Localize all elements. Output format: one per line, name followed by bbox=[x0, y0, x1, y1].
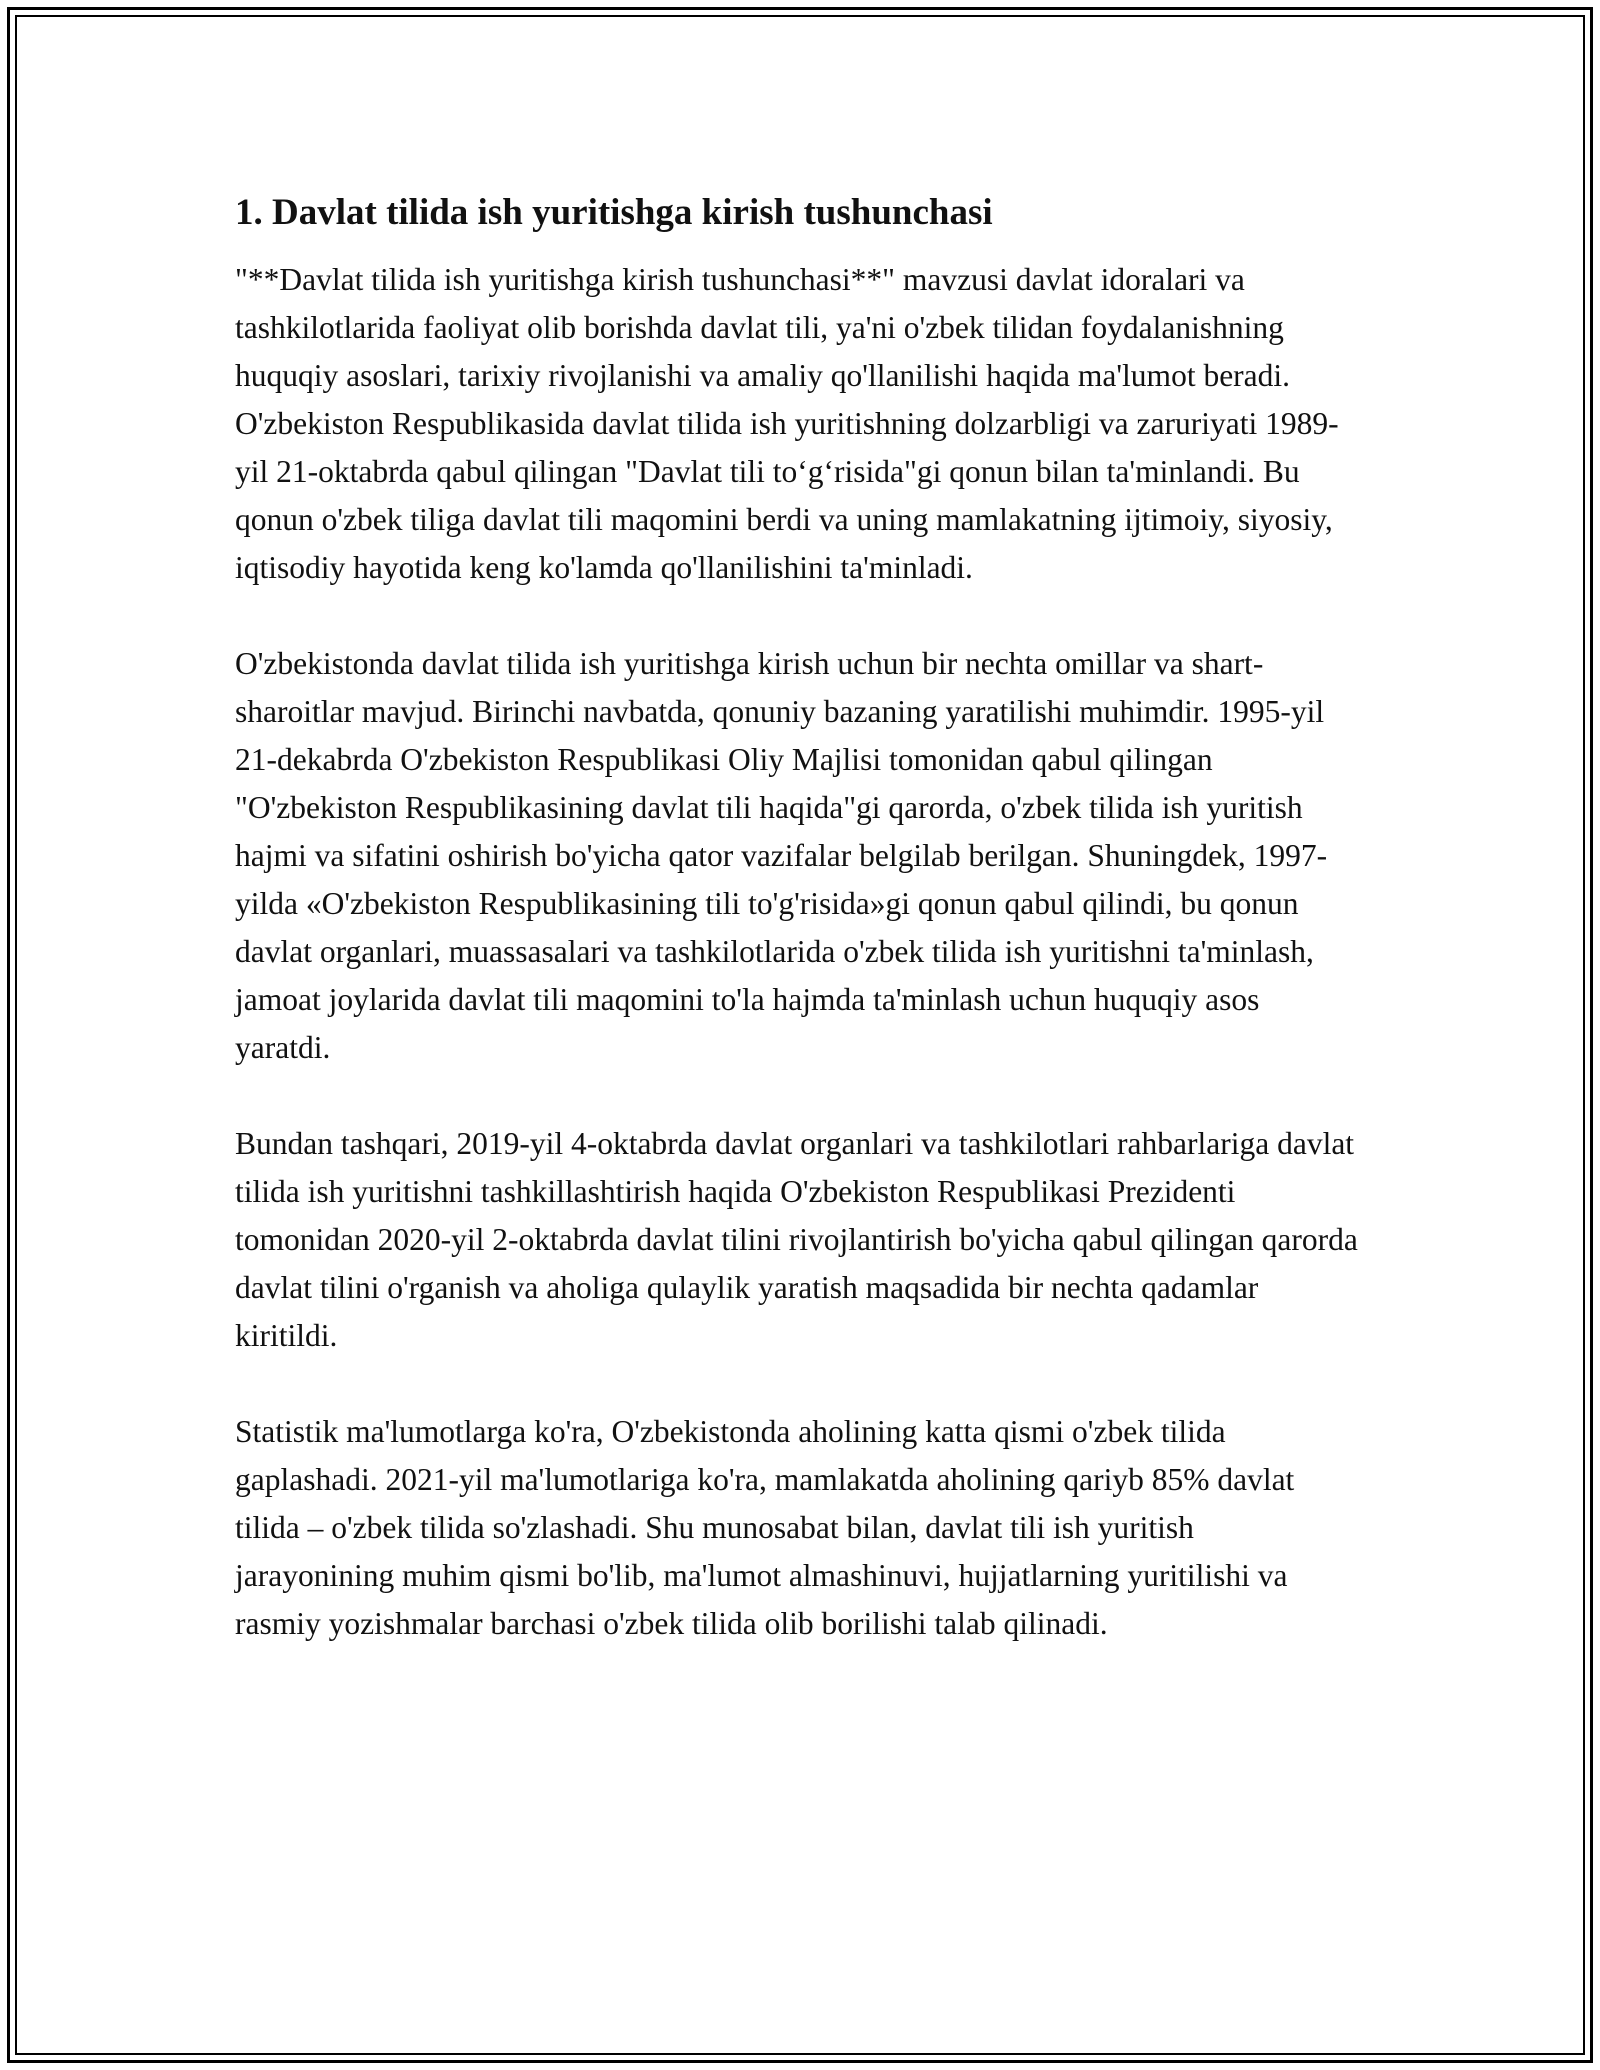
paragraph-1: "**Davlat tilida ish yuritishga kirish tushunchasi**" mavzusi davlat idoralari va tashkilotlarida faoliyat olib borishda davlat tili, ya'ni o'zbek tilidan foydalanishning huquqiy asoslari, tarixiy rivojlanishi va amaliy qo'llanilishi haqida ma'lumot beradi. O'zbekiston Respublikasida davlat tilida ish yuritishning dolzarbligi va zaruriyati 1989-yil 21-oktabrda qabul qilingan "Davlat tili to‘g‘risida"gi qonun bilan ta'minlandi. Bu qonun o'zbek tiliga davlat tili maqomini berdi va uning mamlakatning ijtimoiy, siyosiy, iqtisodiy hayotida keng ko'lamda qo'llanilishini ta'minladi. bbox=[235, 262, 1339, 585]
document-body bbox=[235, 188, 1360, 1696]
paragraph-4: Statistik ma'lumotlarga ko'ra, O'zbekistonda aholining katta qismi o'zbek tilida gaplashadi. 2021-yil ma'lumotlariga ko'ra, mamlakatda aholining qariyb 85% davlat tilida – o'zbek tilida so'zlashadi. Shu munosabat bilan, davlat tili ish yuritish jarayonining muhim qismi bo'lib, ma'lumot almashinuvi, hujjatlarning yuritilishi va rasmiy yozishmalar barchasi o'zbek tilida olib borilishi talab qilinadi. bbox=[235, 1414, 1295, 1641]
paragraph-3: Bundan tashqari, 2019-yil 4-oktabrda davlat organlari va tashkilotlari rahbarlariga davlat tilida ish yuritishni tashkillashtirish haqida O'zbekiston Respublikasi Prezidenti tomonidan 2020-yil 2-oktabrda davlat tilini rivojlantirish bo'yicha qabul qilingan qarorda davlat tilini o'rganish va aholiga qulaylik yaratish maqsadida bir nechta qadamlar kiritildi. bbox=[235, 1126, 1358, 1353]
paragraph-2: O'zbekistonda davlat tilida ish yuritishga kirish uchun bir nechta omillar va shart-sharoitlar mavjud. Birinchi navbatda, qonuniy bazaning yaratilishi muhimdir. 1995-yil 21-dekabrda O'zbekiston Respublikasi Oliy Majlisi tomonidan qabul qilingan "O'zbekiston Respublikasining davlat tili haqida"gi qarorda, o'zbek tilida ish yuritish hajmi va sifatini oshirish bo'yicha qator vazifalar belgilab berilgan. Shuningdek, 1997-yilda «O'zbekiston Respublikasining tili to'g'risida»gi qonun qabul qilindi, bu qonun davlat organlari, muassasalari va tashkilotlarida o'zbek tilida ish yuritishni ta'minlash, jamoat joylarida davlat tili maqomini to'la hajmda ta'minlash uchun huquqiy asos yaratdi. bbox=[235, 646, 1328, 1065]
section-heading: 1. Davlat tilida ish yuritishga kirish tushunchasi bbox=[235, 192, 993, 233]
